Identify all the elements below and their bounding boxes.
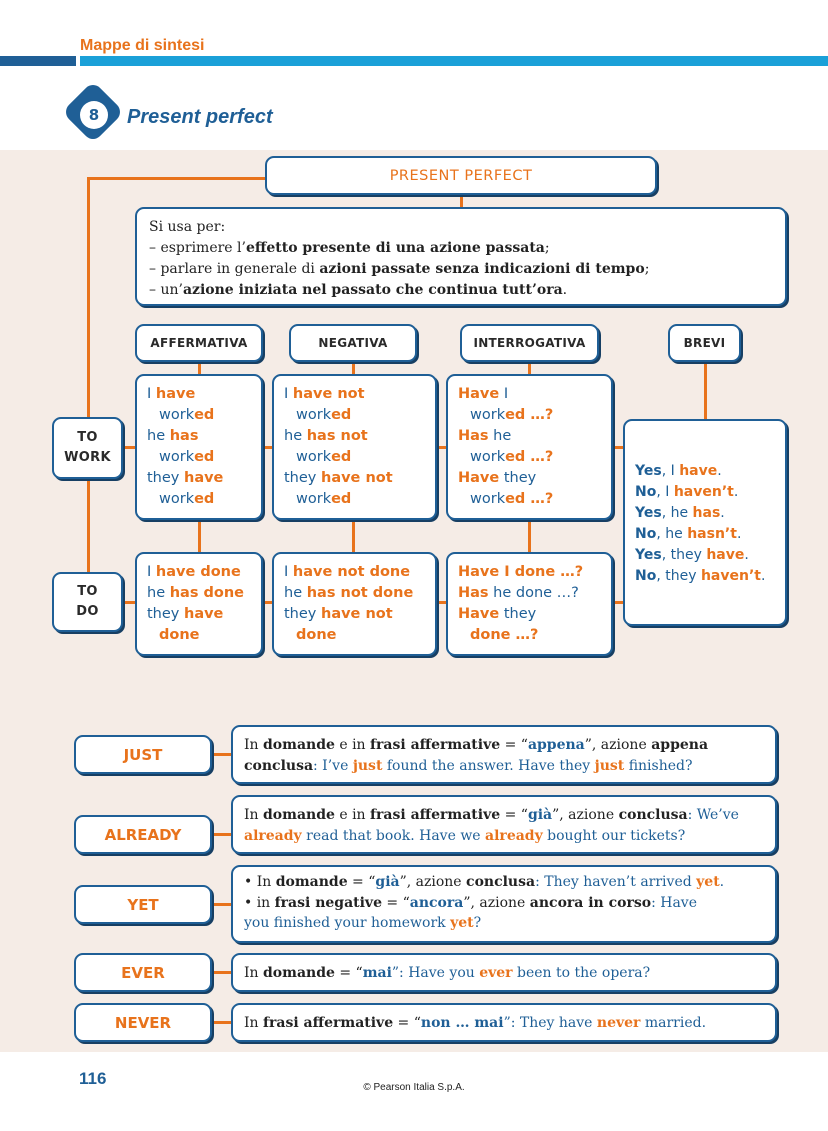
work-affermativa: I have worked he has worked they have worked — [135, 374, 263, 520]
uses-intro: Si usa per: — [149, 219, 226, 235]
connector — [211, 833, 233, 836]
do-negativa: I have not done he has not done they have not done — [272, 552, 437, 656]
connector — [87, 177, 267, 180]
adverb-ever: EVER — [74, 953, 212, 992]
use-item: – esprimere l’effetto presente di una azione passata; — [149, 240, 550, 256]
uses-box — [135, 207, 787, 306]
connector — [460, 194, 463, 208]
connector — [211, 1021, 233, 1024]
do-affermativa: I have done he has done they have done — [135, 552, 263, 656]
desc-just: In domande e in frasi affermative = “appena”, azione appena conclusa: I’ve just found the answer. Have they just finished? — [231, 725, 777, 784]
header-interrogativa: INTERROGATIVA — [460, 324, 599, 362]
present-perfect-title: PRESENT PERFECT — [265, 156, 657, 195]
brevi-box: Yes, I have. No, I haven’t. Yes, he has. No, he hasn’t. Yes, they have. No, they haven’t. — [623, 419, 787, 626]
adverb-just: JUST — [74, 735, 212, 774]
unit-badge — [67, 88, 121, 142]
work-negativa: I have not worked he has not worked they have not worked — [272, 374, 437, 520]
connector — [198, 519, 201, 554]
work-interrogativa: Have I worked …? Has he worked …? Have they worked …? — [446, 374, 613, 520]
desc-already: In domande e in frasi affermative = “già”, azione conclusa: We’ve already read that book. Have we already bought our tickets? — [231, 795, 777, 854]
do-interrogativa: Have I done …? Has he done …? Have they done …? — [446, 552, 613, 656]
unit-title: Present perfect — [127, 106, 273, 128]
verb-to-do: TO DO — [52, 572, 123, 632]
connector — [211, 971, 233, 974]
adverb-already: ALREADY — [74, 815, 212, 854]
connector — [704, 362, 707, 420]
verb-to-work: TO WORK — [52, 417, 123, 479]
copyright: © Pearson Italia S.p.A. — [363, 1082, 465, 1093]
header-bar-dark — [0, 56, 76, 66]
connector — [211, 903, 233, 906]
connector — [528, 519, 531, 554]
use-item: – un’azione iniziata nel passato che continua tutt’ora. — [149, 282, 568, 298]
use-item: – parlare in generale di azioni passate senza indicazioni di tempo; — [149, 261, 650, 277]
section-title: Mappe di sintesi — [80, 37, 205, 54]
unit-number: 8 — [80, 101, 108, 129]
header-bar — [80, 56, 828, 66]
desc-ever: In domande = “mai”: Have you ever been to the opera? — [231, 953, 777, 992]
page-number: 116 — [79, 1069, 107, 1088]
header-brevi: BREVI — [668, 324, 741, 362]
connector — [87, 177, 90, 417]
desc-yet: • In domande = “già”, azione conclusa: They haven’t arrived yet. • in frasi negative = “ancora”, azione ancora in corso: Have you finished your homework yet? — [231, 865, 777, 943]
adverb-never: NEVER — [74, 1003, 212, 1042]
connector — [87, 478, 90, 572]
connector — [352, 519, 355, 554]
desc-never: In frasi affermative = “non … mai”: They have never married. — [231, 1003, 777, 1042]
adverb-yet: YET — [74, 885, 212, 924]
connector — [211, 753, 233, 756]
header-affermativa: AFFERMATIVA — [135, 324, 263, 362]
header-negativa: NEGATIVA — [289, 324, 417, 362]
